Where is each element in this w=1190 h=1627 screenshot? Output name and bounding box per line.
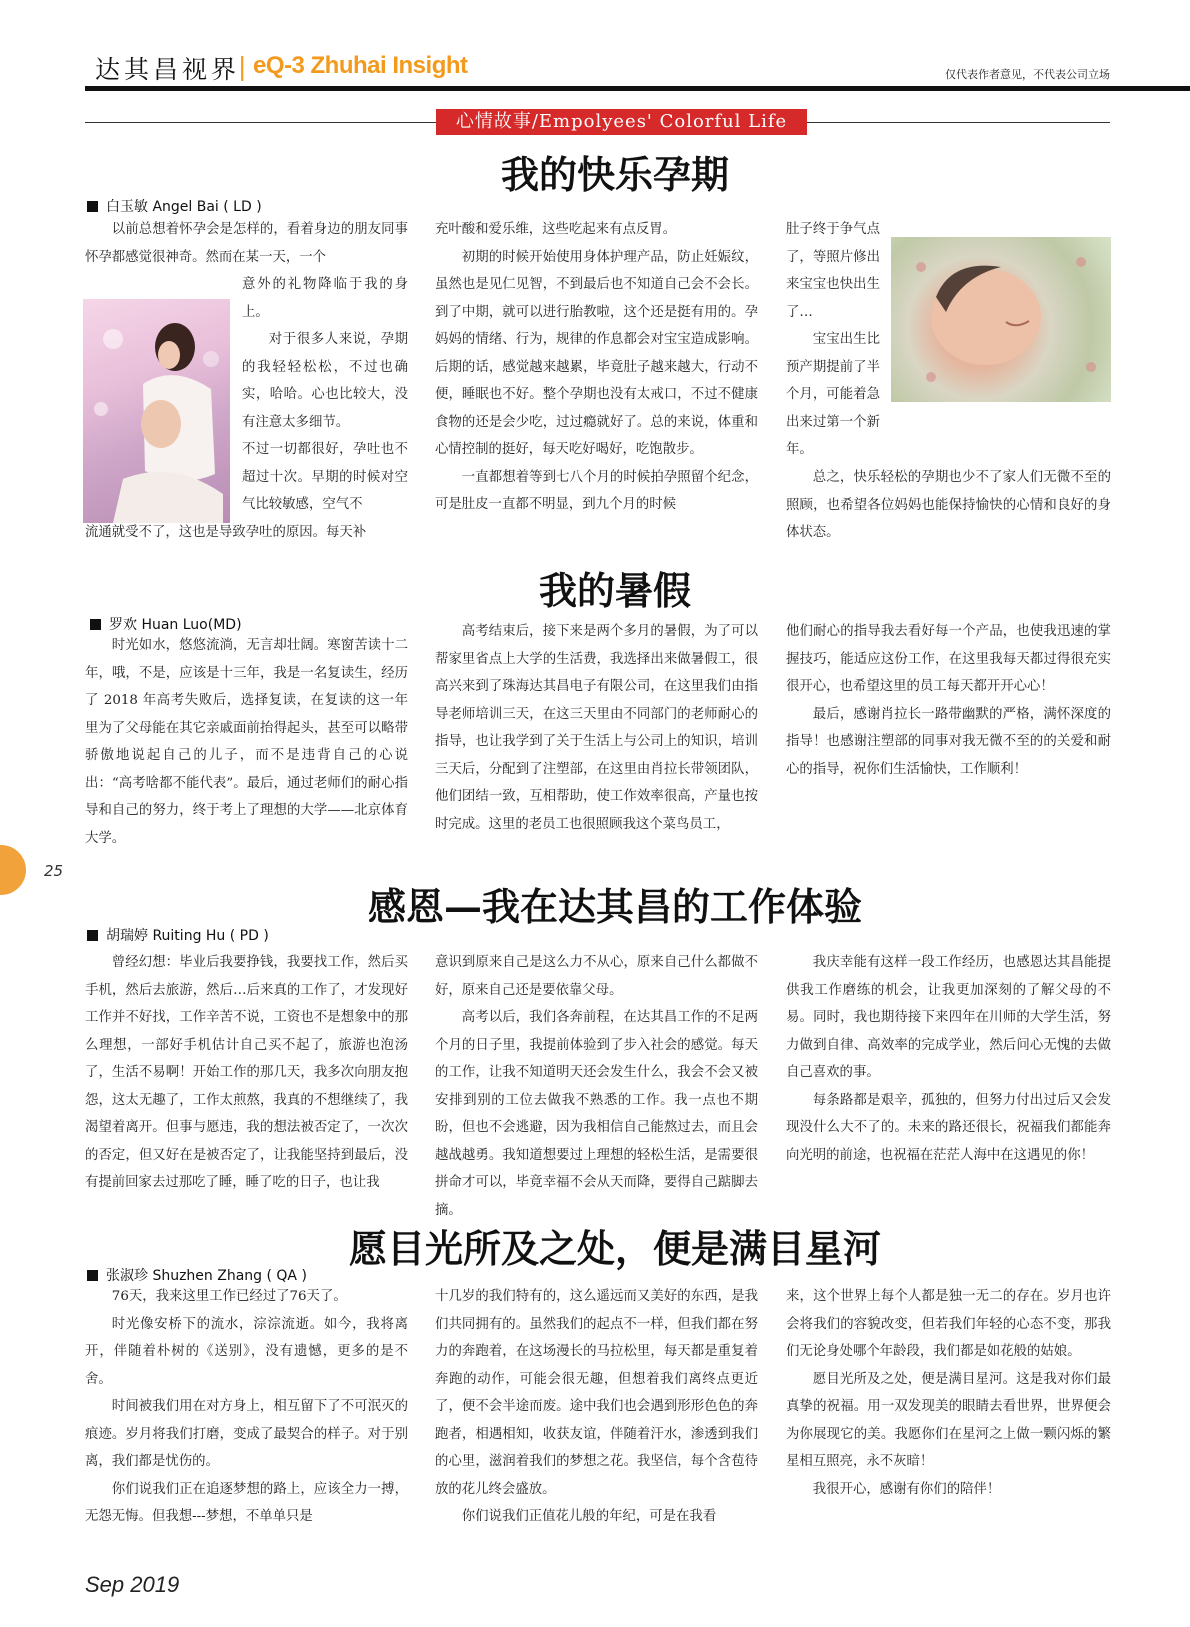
article-1-col-1-end bbox=[85, 519, 408, 547]
page-number: 25 bbox=[44, 862, 64, 880]
section-banner: 心情故事/Empolyees' Colorful Life bbox=[436, 109, 807, 135]
paragraph: 充叶酸和爱乐维，这些吃起来有点反胃。 bbox=[435, 222, 677, 237]
article-3-title: 感恩—我在达其昌的工作体验 bbox=[367, 884, 862, 929]
article-2-col-3 bbox=[786, 618, 1111, 783]
paragraph: 每条路都是艰辛，孤独的，但努力付出过后又会发现没什么大不了的。未来的路还很长，祝福我们都能奔向光明的前途，也祝福在茫茫人海中在这遇见的你！ bbox=[786, 1092, 1111, 1163]
article-2-author bbox=[90, 614, 242, 634]
paragraph: 初期的时候开始使用身体护理产品，防止妊娠纹，虽然也是见仁见智，不到最后也不知道自己会不会长。到了中期，就可以进行胎教啦，这个还是挺有用的。孕妈妈的情绪、行为，规律的作息都会对宝宝造成影响。后期的话，感觉越来越累，毕竟肚子越来越大，行动不便，睡眠也不好。整个孕期也没有太戒口，不过不健康食物的还是会少吃，过过瘾就好了。总的来说，体重和心情控制的挺好，每天吃好喝好，吃饱散步。 bbox=[435, 249, 758, 457]
paragraph: 我庆幸能有这样一段工作经历，也感恩达其昌能提供我工作磨练的机会，让我更加深刻的了解父母的不易。同时，我也期待接下来四年在川师的大学生活，努力做到自律、高效率的完成学业，然后问心无愧的去做自己喜欢的事。 bbox=[786, 955, 1111, 1080]
bullet-square-icon bbox=[87, 1270, 98, 1281]
article-4-author-name: 张淑珍 Shuzhen Zhang ( QA ) bbox=[106, 1268, 307, 1284]
article-3-col-2 bbox=[435, 949, 758, 1224]
article-1-col-3 bbox=[786, 216, 880, 464]
paragraph: 时间被我们用在对方身上，相互留下了不可泯灭的痕迹。岁月将我们打磨，变成了最契合的样子。对于别离，我们都是忧伤的。 bbox=[85, 1399, 408, 1469]
paragraph: 最后，感谢肖拉长一路带幽默的严格，满怀深度的指导！也感谢注塑部的同事对我无微不至的的关爱和耐心的指导，祝你们生活愉快，工作顺利！ bbox=[786, 706, 1111, 777]
disclaimer: 仅代表作者意见，不代表公司立场 bbox=[945, 68, 1110, 81]
paragraph: 意识到原来自己是这么力不从心，原来自己什么都做不好，原来自己还是要依靠父母。 bbox=[435, 955, 758, 998]
paragraph: 一直都想着等到七八个月的时候拍孕照留个纪念，可是肚皮一直都不明显，到九个月的时候 bbox=[435, 469, 758, 512]
article-1-author bbox=[87, 196, 262, 216]
article-1-col-2 bbox=[435, 216, 758, 519]
paragraph: 不过一切都很好，孕吐也不超过十次。早期的时候对空气比较敏感，空气不 bbox=[242, 442, 408, 512]
paragraph: 对于很多人来说，孕期的我轻轻松松，不过也确实，哈哈。心也比较大，没有注意太多细节。 bbox=[242, 332, 408, 430]
article-3-col-1 bbox=[85, 949, 408, 1197]
paragraph: 来，这个世界上每个人都是独一无二的存在。岁月也许会将我们的容貌改变，但若我们年轻的心态不变，那我们无论身处哪个年龄段，我们都是如花般的姑娘。 bbox=[786, 1289, 1111, 1359]
paragraph: 76天，我来这里工作已经过了76天了。 bbox=[111, 1289, 347, 1304]
article-1-col-1 bbox=[85, 216, 408, 271]
paragraph: 意外的礼物降临于我的身上。 bbox=[242, 277, 408, 320]
article-4-col-3 bbox=[786, 1283, 1111, 1503]
paragraph: 他们耐心的指导我去看好每一个产品，也使我迅速的掌握技巧，能适应这份工作，在这里我每天都过得很充实很开心，也希望这里的员工每天都开开心心！ bbox=[786, 624, 1111, 694]
newborn-baby-photo bbox=[891, 237, 1111, 402]
paragraph: 你们说我们正在追逐梦想的路上，应该全力一搏，无怨无悔。但我想---梦想，不单单只是 bbox=[85, 1481, 408, 1524]
article-4-col-2 bbox=[435, 1283, 758, 1531]
paragraph: 十几岁的我们特有的，这么遥远而又美好的东西，是我们共同拥有的。虽然我们的起点不一样，但我们都在努力的奔跑着，在这场漫长的马拉松里，每天都是重复着奔跑的动作，可能会很无趣，但想着我们离终点更近了，便不会半途而废。途中我们也会遇到形形色色的奔跑者，相遇相知，收获友谊，伴随着汗水，渗透到我们的心里，滋润着我们的梦想之花。我坚信，每个含苞待放的花儿终会盛放。 bbox=[435, 1289, 758, 1497]
article-2-author-name: 罗欢 Huan Luo(MD) bbox=[109, 617, 242, 633]
page-marker-dot bbox=[0, 845, 26, 895]
issue-date: Sep 2019 bbox=[85, 1572, 180, 1597]
paragraph: 肚子终于争气点了，等照片修出来宝宝也快出生了… bbox=[786, 222, 880, 320]
article-2-col-2 bbox=[435, 618, 758, 838]
article-4-col-1 bbox=[85, 1283, 408, 1531]
bullet-square-icon bbox=[87, 930, 98, 941]
header-separator: | bbox=[238, 52, 247, 81]
article-3-author bbox=[87, 925, 269, 945]
paragraph: 总之，快乐轻松的孕期也少不了家人们无微不至的照顾，也希望各位妈妈也能保持愉快的心情和良好的身体状态。 bbox=[786, 470, 1111, 540]
bullet-square-icon bbox=[90, 619, 101, 630]
paragraph: 以前总想着怀孕会是怎样的，看着身边的朋友同事怀孕都感觉很神奇。然而在某一天，一个 bbox=[85, 222, 408, 265]
article-4-title: 愿目光所及之处，便是满目星河 bbox=[348, 1226, 881, 1271]
paragraph: 流通就受不了，这也是导致孕吐的原因。每天补 bbox=[85, 525, 367, 540]
article-1-author-name: 白玉敏 Angel Bai ( LD ) bbox=[106, 199, 262, 215]
magazine-title-en: eQ-3 Zhuhai Insight bbox=[253, 52, 468, 79]
pregnant-woman-photo bbox=[83, 299, 230, 523]
paragraph: 高考以后，我们各奔前程，在达其昌工作的不足两个月的日子里，我提前体验到了步入社会的感觉。每天的工作，让我不知道明天还会发生什么，我会不会又被安排到别的工位去做我不熟悉的工作。我一点也不期盼，但也不会逃避，因为我相信自己能熬过去，而且会越战越勇。我知道想要过上理想的轻松生活，是需要很拼命才可以，毕竟幸福不会从天而降，要得自己踮脚去摘。 bbox=[435, 1010, 758, 1218]
bullet-square-icon bbox=[87, 201, 98, 212]
article-3-col-3 bbox=[786, 949, 1111, 1169]
magazine-title-cn: 达其昌视界 bbox=[95, 55, 241, 84]
article-4-author bbox=[87, 1265, 307, 1285]
article-2-title: 我的暑假 bbox=[538, 568, 691, 613]
paragraph: 高考结束后，接下来是两个多月的暑假，为了可以帮家里省点上大学的生活费，我选择出来做暑假工，很高兴来到了珠海达其昌电子有限公司，在这里我们由指导老师培训三天，在这三天里由不同部门的老师耐心的指导，也让我学到了关于生活上与公司上的知识，培训三天后，分配到了注塑部，在这里由肖拉长带领团队，他们团结一致，互相帮助，使工作效率很高，产量也按时完成。这里的老员工也很照顾我这个菜鸟员工， bbox=[435, 624, 758, 832]
paragraph: 宝宝出生比预产期提前了半个月，可能着急出来过第一个新年。 bbox=[786, 332, 880, 457]
paragraph: 时光如水，悠悠流淌，无言却壮阔。寒窗苦读十二年，哦，不是，应该是十三年，我是一名复读生，经历了 2018 年高考失败后，选择复读，在复读的这一年里为了父母能在其它亲戚面前抬得起头，甚至可以略带骄傲地说起自己的儿子，而不是违背自己的心说出：“高考啥都不能代表”。最后，通过老师们的耐心指导和自己的努力，终于考上了理想的大学——北京体育大学。 bbox=[85, 638, 408, 846]
article-1-col-3-end bbox=[786, 464, 1111, 547]
article-3-author-name: 胡瑞婷 Ruiting Hu ( PD ) bbox=[106, 928, 269, 944]
article-1-col-1-wrap bbox=[242, 271, 408, 519]
paragraph: 你们说我们正值花儿般的年纪，可是在我看 bbox=[461, 1509, 717, 1524]
article-2-col-1 bbox=[85, 632, 408, 852]
paragraph: 曾经幻想：毕业后我要挣钱，我要找工作，然后买手机，然后去旅游，然后…后来真的工作了，才发现好工作并不好找，工作辛苦不说，工资也不是想象中的那么理想，一部好手机估计自己买不起了，旅游也泡汤了，生活不易啊！开始工作的那几天，我多次向朋友抱怨，这太无趣了，工作太煎熬，我真的不想继续了，我渴望着离开。但事与愿违，我的想法被否定了，一次次的否定，但又好在是被否定了，让我能坚持到最后，没有提前回家去过那吃了睡，睡了吃的日子，也让我 bbox=[85, 955, 408, 1190]
paragraph: 我很开心，感谢有你们的陪伴！ bbox=[812, 1481, 1001, 1497]
header-rule bbox=[85, 86, 1190, 91]
paragraph: 愿目光所及之处，便是满目星河。这是我对你们最真挚的祝福。用一双发现美的眼睛去看世界，世界便会为你展现它的美。我愿你们在星河之上做一颗闪烁的繁星相互照亮，永不灰暗！ bbox=[786, 1371, 1111, 1469]
paragraph: 时光像安桥下的流水，淙淙流逝。如今，我将离开，伴随着朴树的《送别》，没有遗憾，更多的是不舍。 bbox=[85, 1316, 408, 1387]
article-1-title: 我的快乐孕期 bbox=[500, 152, 729, 197]
